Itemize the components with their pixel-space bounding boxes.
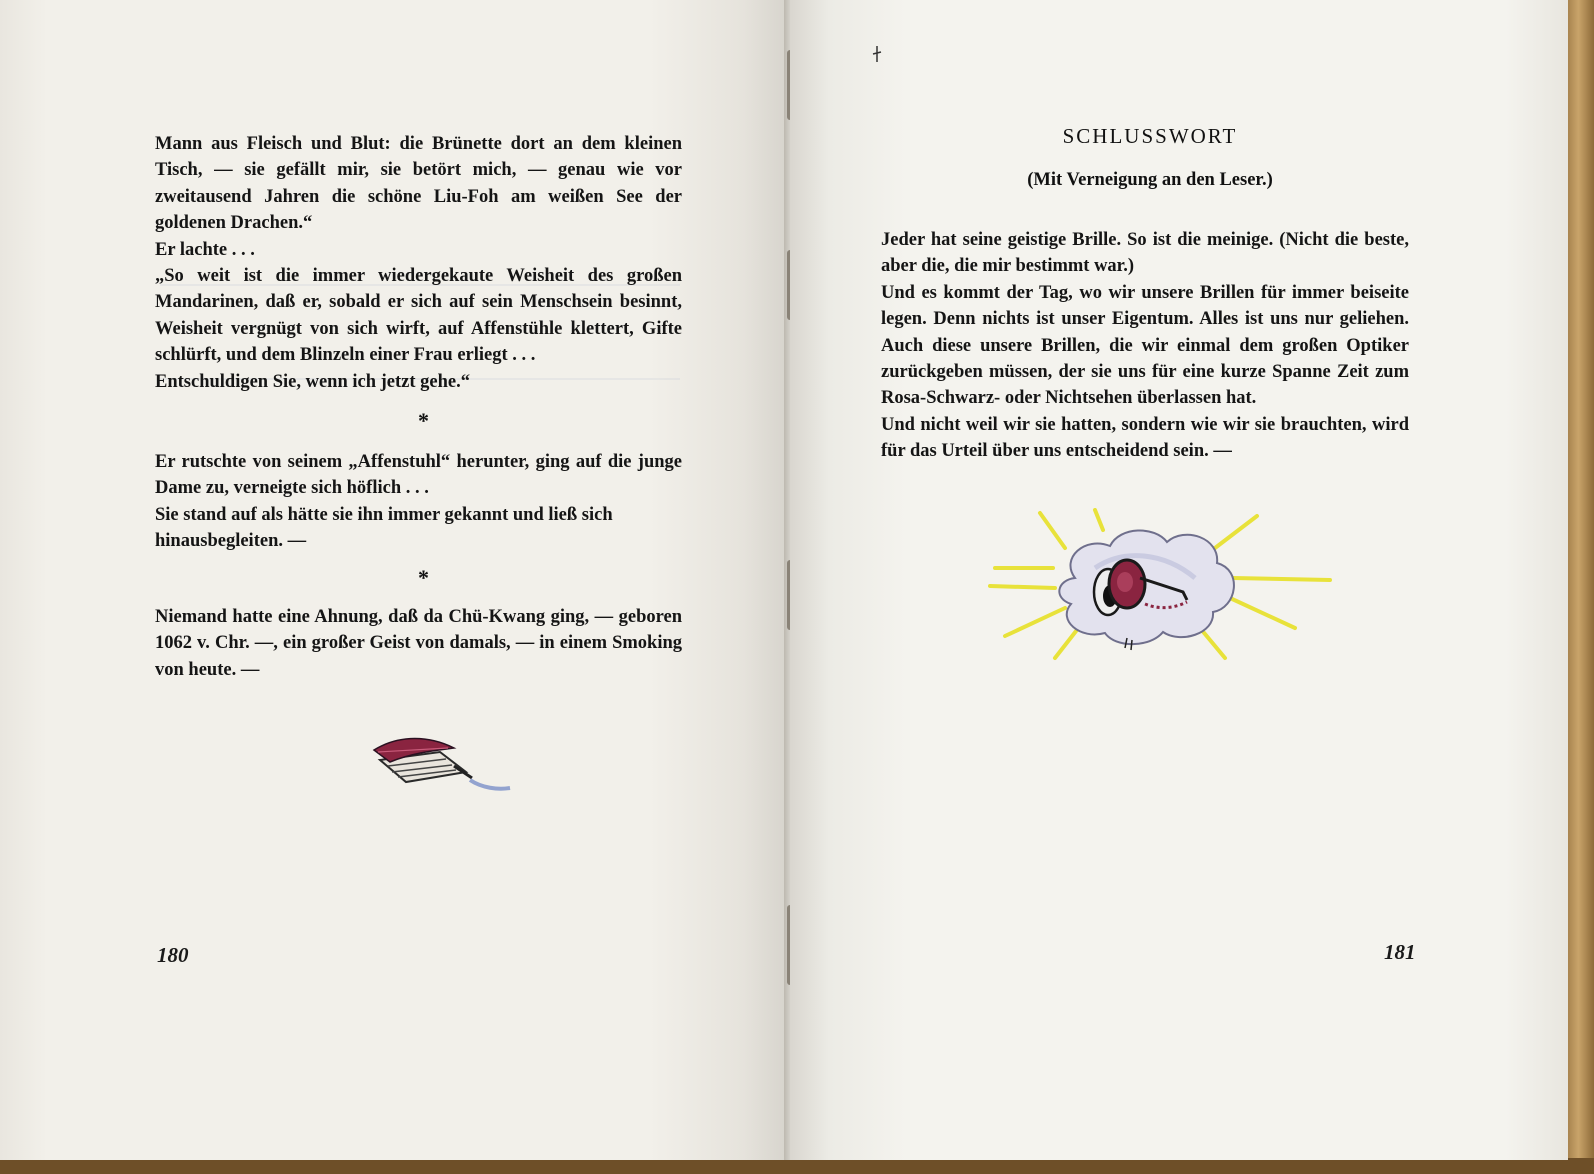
paragraph: Entschuldigen Sie, wenn ich jetzt gehe.“ <box>155 371 471 392</box>
page-number-right: 181 <box>1384 940 1416 964</box>
ink-speck-icon <box>870 44 884 64</box>
left-text-block-2 <box>155 449 682 555</box>
paragraph: Er rutschte von seinem „Affenstuhl“ herunter, ging auf die junge Dame zu, verneigte sich höflich . . . <box>155 452 682 499</box>
chapter-heading: SCHLUSSWORT <box>1062 124 1238 148</box>
paragraph: Und nicht weil wir sie hatten, sondern wie wir sie brauchten, wird für das Urteil über uns entscheidend sein. — <box>881 414 1409 462</box>
exploding-cloud-with-glasses-icon <box>975 508 1335 668</box>
paragraph: „So weit ist die immer wiedergekaute Weisheit des großen Mandarinen, daß er, sobald er sich auf sein Menschsein besinnt, Weisheit vergnügt von sich wirft, auf Affenstühle klettert, Gifte schlürft, und dem Blinzeln einer Frau erliegt . . . <box>155 266 682 366</box>
paragraph: Mann aus Fleisch und Blut: die Brünette dort an dem kleinen Tisch, — sie gefällt mir, sie betört mich, — genau wie vor zweitausend Jahren die schöne Liu-Foh am weißen See der goldenen Drachen.“ <box>155 134 682 234</box>
book-edge <box>1568 0 1594 1174</box>
paragraph: Und es kommt der Tag, wo wir unsere Brillen für immer beiseite legen. Denn nichts ist unser Eigentum. Alles ist uns nur geliehen. Auch diese unsere Brillen, die wir einmal dem großen Optiker zurückgeben müssen, der sie uns für eine kurze Spanne Zeit zum Rosa-Schwarz- oder Nichtsehen überlassen hat. <box>881 282 1409 409</box>
right-text-block <box>881 227 1409 465</box>
left-page <box>0 0 790 1160</box>
chapter-subheading: (Mit Verneigung an den Leser.) <box>1027 170 1273 190</box>
quill-and-paper-icon <box>370 732 520 802</box>
book-bottom-edge <box>0 1158 1594 1174</box>
paragraph: Jeder hat seine geistige Brille. So ist die meinige. (Nicht die beste, aber die, die mir bestimmt war.) <box>881 230 1409 277</box>
page-number-left: 180 <box>157 943 189 967</box>
section-separator: * <box>418 565 429 590</box>
paragraph: Er lachte . . . <box>155 239 255 260</box>
section-separator: * <box>418 408 429 433</box>
paragraph: Sie stand auf als hätte sie ihn immer gekannt und ließ sich hinausbegleiten. — <box>155 504 613 552</box>
left-text-block-3 <box>155 604 682 683</box>
left-text-block-1 <box>155 131 682 395</box>
paragraph: Niemand hatte eine Ahnung, daß da Chü-Kwang ging, — geboren 1062 v. Chr. —, ein großer Geist von damals, — in einem Smoking von heute. — <box>155 607 682 680</box>
